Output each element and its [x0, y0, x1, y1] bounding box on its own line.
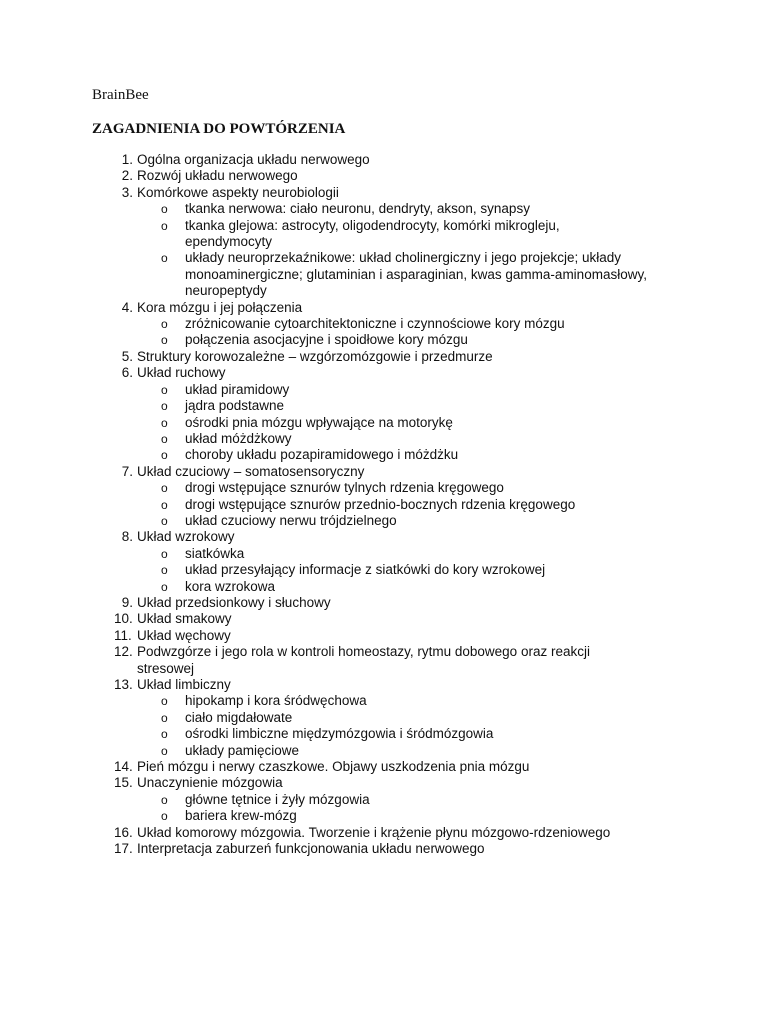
topic-text: Ogólna organizacja układu nerwowego: [137, 152, 370, 167]
topic-item: [0, 628, 768, 644]
subtopic-list: [137, 693, 648, 759]
subtopic-list: [137, 546, 648, 595]
subtopic-text: choroby układu pozapiramidowego i móżdżku: [185, 447, 459, 463]
topic-number: 17.: [114, 841, 133, 857]
subtopic-text: ośrodki pnia mózgu wpływające na motorykę: [185, 414, 453, 430]
bullet-icon: o: [161, 333, 168, 348]
topic-item: [0, 595, 768, 611]
topic-number: 11.: [114, 627, 132, 643]
bullet-icon: o: [161, 218, 168, 233]
subtopic-text: układ piramidowy: [185, 381, 290, 397]
topic-item: [0, 775, 768, 824]
topic-text: Kora mózgu i jej połączenia: [137, 299, 303, 315]
subtopic-item: [137, 201, 648, 217]
bullet-icon: o: [161, 399, 168, 414]
bullet-icon: o: [161, 546, 168, 561]
topic-item: [0, 349, 768, 365]
subtopic-item: [137, 808, 648, 824]
bullet-icon: o: [161, 448, 168, 463]
subtopic-item: [137, 546, 648, 562]
topic-item: [0, 825, 768, 841]
subtopic-item: [137, 480, 648, 496]
bullet-icon: o: [161, 431, 168, 446]
topic-item: [0, 759, 768, 775]
topic-item: [0, 300, 768, 349]
topic-text: Układ ruchowy: [137, 365, 226, 381]
subtopic-item: [137, 497, 648, 513]
topic-text: Interpretacja zaburzeń funkcjonowania układu nerwowego: [137, 841, 485, 857]
topic-text: Struktury korowozależne – wzgórzomózgowie i przedmurze: [137, 348, 493, 364]
topic-text: Unaczynienie mózgowia: [137, 775, 283, 791]
topic-text: Pień mózgu i nerwy czaszkowe. Objawy uszkodzenia pnia mózgu: [137, 759, 530, 775]
subtopic-item: [137, 693, 648, 709]
topic-text: Układ wzrokowy: [137, 529, 235, 545]
bullet-icon: o: [161, 202, 168, 217]
subtopic-item: [137, 316, 648, 332]
subtopic-item: [137, 710, 648, 726]
subtopic-text: układ przesyłający informacje z siatkówki do kory wzrokowej: [185, 562, 546, 578]
topic-text: Układ węchowy: [137, 627, 231, 643]
topic-number: 9.: [121, 594, 133, 610]
subtopic-text: tkanka glejowa: astrocyty, oligodendrocyty, komórki mikrogleju, ependymocyty: [185, 217, 560, 250]
subtopic-list: [137, 480, 648, 529]
subtopic-item: [137, 743, 648, 759]
subtopic-text: drogi wstępujące sznurów tylnych rdzenia kręgowego: [185, 480, 504, 496]
topic-text: Podwzgórze i jego rola w kontroli homeostazy, rytmu dobowego oraz reakcji stresowej: [137, 644, 590, 676]
topic-number: 2.: [121, 168, 133, 184]
subtopic-list: [137, 201, 648, 299]
topic-item: [0, 611, 768, 627]
topic-text: Układ komorowy mózgowia. Tworzenie i krążenie płynu mózgowo-rdzeniowego: [137, 824, 611, 840]
subtopic-item: [137, 382, 648, 398]
subtopic-text: jądra podstawne: [185, 398, 285, 414]
subtopic-text: siatkówka: [185, 545, 245, 561]
topic-number: 4.: [121, 299, 133, 315]
subtopic-text: połączenia asocjacyjne i spoidłowe kory mózgu: [185, 332, 468, 348]
subtopic-item: [137, 447, 648, 463]
subtopic-item: [137, 415, 648, 431]
bullet-icon: o: [161, 382, 168, 397]
bullet-icon: o: [161, 513, 168, 528]
subtopic-text: hipokamp i kora śródwęchowa: [185, 693, 367, 709]
topic-number: 1.: [121, 152, 133, 167]
topic-item: [0, 529, 768, 595]
subtopic-item: [137, 218, 648, 251]
bullet-icon: o: [161, 415, 168, 430]
topic-number: 8.: [121, 529, 133, 545]
subtopic-item: [137, 792, 648, 808]
subtopic-text: układy pamięciowe: [185, 742, 300, 758]
subtopic-text: tkanka nerwowa: ciało neuronu, dendryty, akson, synapsy: [185, 201, 530, 217]
topic-item: [0, 365, 768, 463]
topic-number: 16.: [114, 824, 133, 840]
subtopic-text: główne tętnice i żyły mózgowia: [185, 791, 370, 807]
topic-list: [0, 152, 768, 857]
subtopic-list: [137, 792, 648, 825]
topic-text: Układ limbiczny: [137, 677, 231, 692]
subtopic-text: ciało migdałowate: [185, 709, 293, 725]
subtopic-text: bariera krew-mózg: [185, 808, 297, 824]
topic-text: Układ przedsionkowy i słuchowy: [137, 594, 331, 610]
subtopic-list: [137, 382, 648, 464]
bullet-icon: o: [161, 792, 168, 807]
topic-item: [0, 185, 768, 300]
subtopic-item: [137, 332, 648, 348]
topic-text: Układ smakowy: [137, 611, 232, 627]
subtopic-text: drogi wstępujące sznurów przednio-bocznych rdzenia kręgowego: [185, 496, 576, 512]
bullet-icon: o: [161, 579, 168, 594]
topic-item: [0, 644, 768, 677]
topic-number: 12.: [114, 644, 133, 660]
subtopic-item: [137, 513, 648, 529]
bullet-icon: o: [161, 497, 168, 512]
bullet-icon: o: [161, 727, 168, 742]
topic-item: [0, 677, 768, 759]
topic-number: 5.: [121, 348, 133, 364]
bullet-icon: o: [161, 743, 168, 758]
document-title: ZAGADNIENIA DO POWTÓRZENIA: [92, 121, 346, 137]
subtopic-item: [137, 726, 648, 742]
topic-item: [0, 152, 768, 168]
subtopic-text: zróżnicowanie cytoarchitektoniczne i czynnościowe kory mózgu: [185, 316, 565, 332]
topic-number: 7.: [121, 463, 133, 479]
topic-item: [0, 841, 768, 857]
subtopic-text: układ móżdżkowy: [185, 430, 292, 446]
subtopic-text: układy neuroprzekaźnikowe: układ cholinergiczny i jego projekcje; układy monoaminergiczne; glutaminian i asparaginian, kwas gamma-aminomasłowy, neuropeptydy: [185, 250, 647, 299]
topic-text: Układ czuciowy – somatosensoryczny: [137, 463, 365, 479]
bullet-icon: o: [161, 694, 168, 709]
subtopic-text: układ czuciowy nerwu trójdzielnego: [185, 512, 397, 528]
subtopic-item: [137, 562, 648, 578]
topic-number: 14.: [114, 759, 133, 775]
topic-number: 10.: [114, 611, 133, 627]
subtopic-item: [137, 250, 648, 299]
subtopic-text: kora wzrokowa: [185, 578, 276, 594]
topic-item: [0, 168, 768, 184]
document-header: BrainBee: [92, 87, 149, 103]
bullet-icon: o: [161, 481, 168, 496]
topic-number: 13.: [114, 677, 133, 692]
subtopic-item: [137, 579, 648, 595]
subtopic-list: [137, 316, 648, 349]
topic-item: [0, 464, 768, 530]
bullet-icon: o: [161, 317, 168, 332]
bullet-icon: o: [161, 809, 168, 824]
bullet-icon: o: [161, 563, 168, 578]
topic-text: Rozwój układu nerwowego: [137, 168, 298, 184]
subtopic-item: [137, 431, 648, 447]
bullet-icon: o: [161, 710, 168, 725]
topic-number: 3.: [121, 184, 133, 200]
topic-number: 6.: [121, 365, 133, 381]
subtopic-item: [137, 398, 648, 414]
topic-number: 15.: [114, 775, 133, 791]
topic-text: Komórkowe aspekty neurobiologii: [137, 184, 339, 200]
bullet-icon: o: [161, 251, 168, 266]
subtopic-text: ośrodki limbiczne międzymózgowia i śródmózgowia: [185, 726, 494, 742]
